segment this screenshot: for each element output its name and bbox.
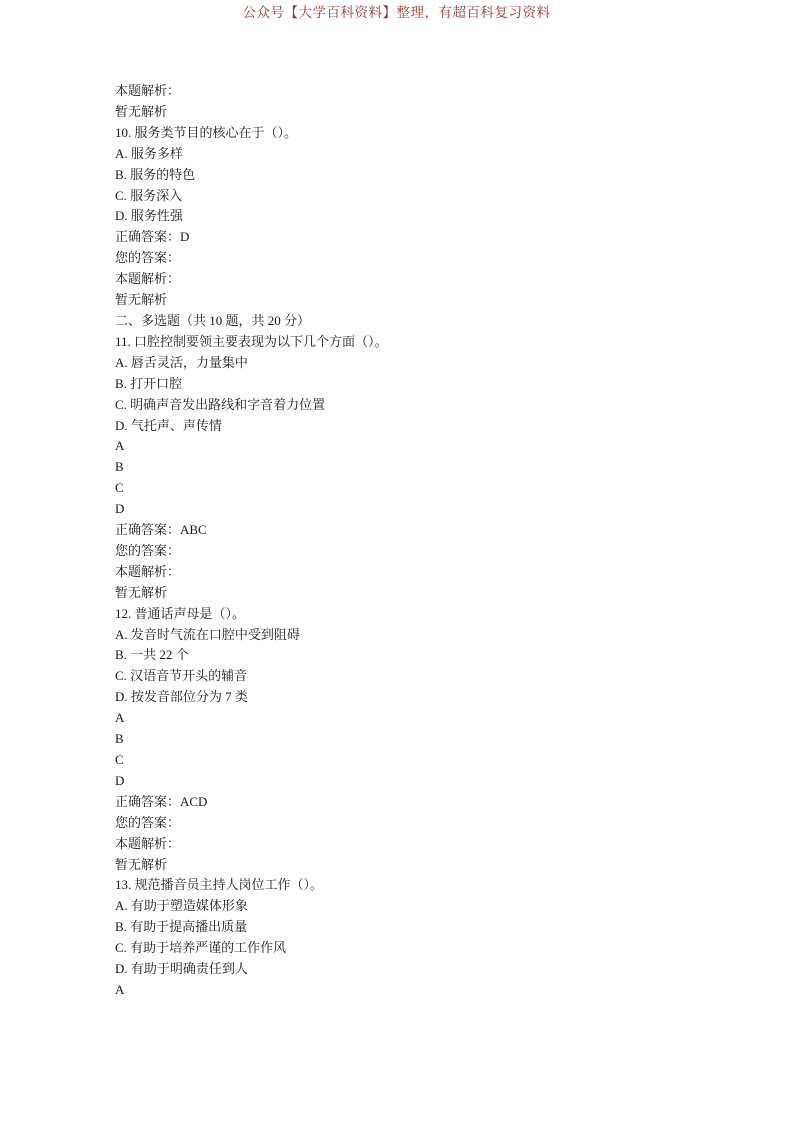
document-line: C. 有助于培养严谨的工作作风 bbox=[115, 940, 287, 956]
document-line: C bbox=[115, 480, 124, 496]
document-line: A. 发音时气流在口腔中受到阻碍 bbox=[115, 626, 300, 642]
document-line: A. 有助于塑造媒体形象 bbox=[115, 898, 248, 914]
document-line: A. 服务多样 bbox=[115, 145, 183, 161]
document-line: 暂无解析 bbox=[115, 103, 168, 119]
document-line: B. 服务的特色 bbox=[115, 166, 196, 182]
document-line: 暂无解析 bbox=[115, 584, 168, 600]
document-line: 您的答案： bbox=[115, 542, 181, 558]
document-line: 暂无解析 bbox=[115, 292, 168, 308]
document-line: D. 服务性强 bbox=[115, 208, 183, 224]
document-line: 暂无解析 bbox=[115, 856, 168, 872]
document-line: 10. 服务类节目的核心在于（）。 bbox=[115, 124, 298, 140]
document-line: B. 有助于提高播出质量 bbox=[115, 919, 248, 935]
document-header: 公众号【大学百科资料】整理，有超百科复习资料 bbox=[242, 5, 551, 20]
document-line: D. 有助于明确责任到人 bbox=[115, 961, 248, 977]
document-line: 13. 规范播音员主持人岗位工作（）。 bbox=[115, 877, 324, 893]
document-line: 12. 普通话声母是（）。 bbox=[115, 605, 246, 621]
document-line: 正确答案：ACD bbox=[115, 793, 208, 809]
document-line: 二、多选题（共 10 题，共 20 分） bbox=[115, 312, 311, 328]
document-line: D. 按发音部位分为 7 类 bbox=[115, 689, 248, 705]
document-line: 本题解析： bbox=[115, 271, 181, 287]
document-line: 本题解析： bbox=[115, 83, 181, 98]
document-line: D bbox=[115, 501, 125, 517]
document-line: C bbox=[115, 752, 124, 767]
document-line: 您的答案： bbox=[115, 250, 181, 266]
document-line: C. 服务深入 bbox=[115, 187, 183, 203]
document-line: 本题解析： bbox=[115, 563, 181, 579]
document-line: B. 一共 22 个 bbox=[115, 647, 189, 663]
document-line: A bbox=[115, 710, 125, 726]
document-line: 您的答案： bbox=[115, 814, 181, 830]
document-line: 本题解析： bbox=[115, 835, 181, 851]
document-line: 正确答案：ABC bbox=[115, 522, 207, 538]
document-line: B bbox=[115, 459, 124, 475]
document-line: A. 唇舌灵活，力量集中 bbox=[115, 354, 248, 370]
document-line: D bbox=[115, 772, 125, 788]
document-line: B. 打开口腔 bbox=[115, 375, 183, 391]
document-line: C. 汉语音节开头的辅音 bbox=[115, 668, 248, 684]
document-line: 正确答案：D bbox=[115, 229, 190, 245]
document-line: A bbox=[115, 981, 125, 997]
document-line: C. 明确声音发出路线和字音着力位置 bbox=[115, 396, 326, 412]
document-line: B bbox=[115, 731, 124, 747]
document-line: A bbox=[115, 438, 125, 454]
document-body bbox=[115, 81, 733, 1001]
document-line: D. 气托声、声传情 bbox=[115, 417, 222, 433]
document-line: 11. 口腔控制要领主要表现为以下几个方面（）。 bbox=[115, 333, 388, 349]
